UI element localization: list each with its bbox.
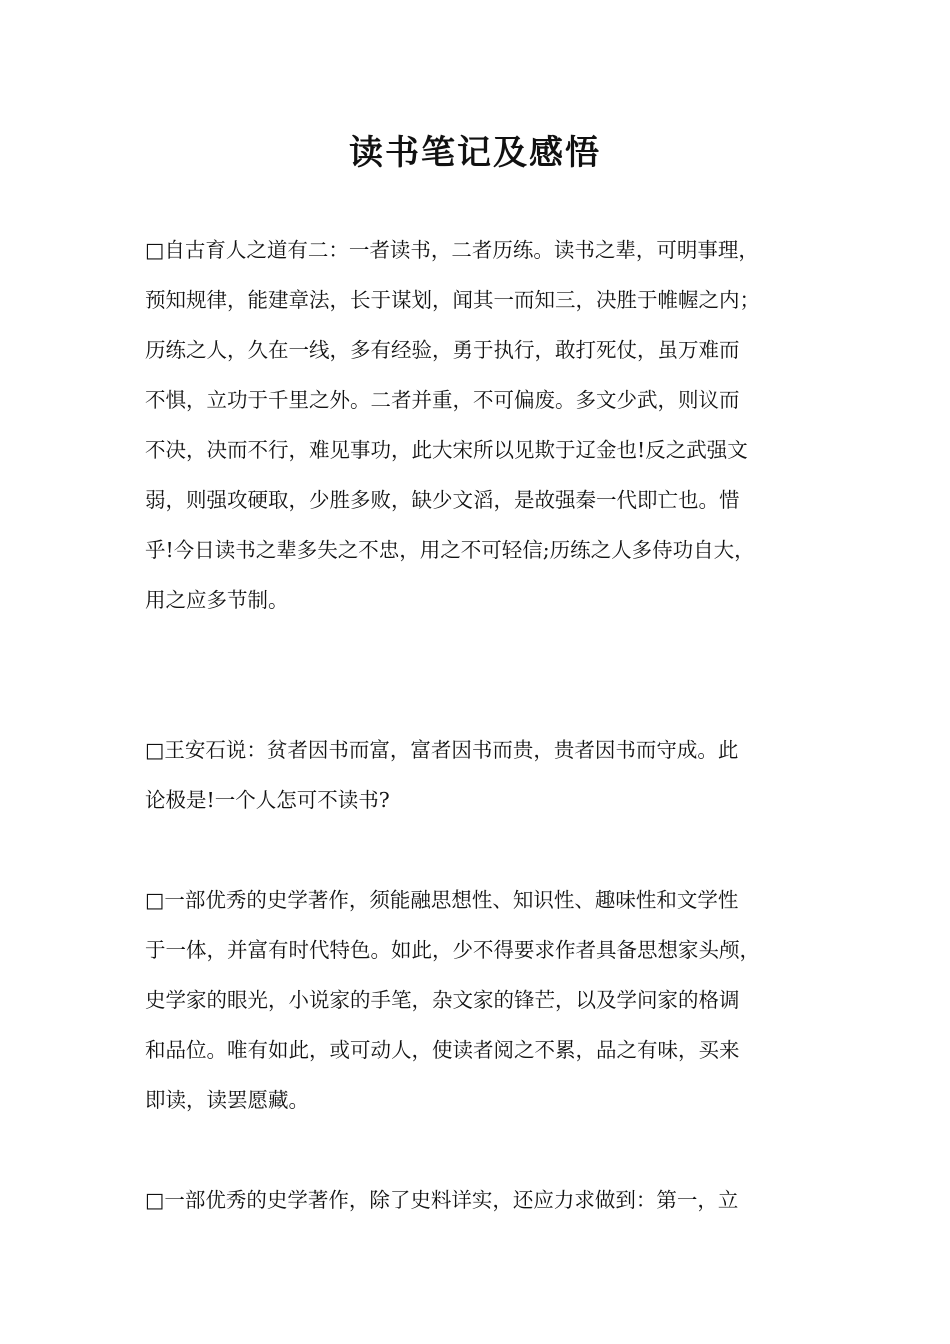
text-line: □一部优秀的史学著作，须能融思想性、知识性、趣味性和文学性 <box>145 888 739 912</box>
text-line: 于一体，并富有时代特色。如此，少不得要求作者具备思想家头颅， <box>145 938 760 962</box>
text-line: 史学家的眼光，小说家的手笔，杂文家的锋芒，以及学问家的格调 <box>145 988 740 1012</box>
paragraph-history-requirements <box>145 1175 815 1225</box>
text-line: 预知规律，能建章法，长于谋划，闻其一而知三，决胜于帷幄之内； <box>145 288 760 312</box>
text-line: 历练之人，久在一线，多有经验，勇于执行，敢打死仗，虽万难而 <box>145 338 740 362</box>
paragraph-history-work <box>145 875 815 1125</box>
text-line: 和品位。唯有如此，或可动人，使读者阅之不累，品之有味，买来 <box>145 1038 740 1062</box>
text-line: 不决，决而不行，难见事功，此大宋所以见欺于辽金也!反之武强文 <box>145 438 748 462</box>
text-line: 论极是!一个人怎可不读书? <box>145 788 390 812</box>
text-line: 即读，读罢愿藏。 <box>145 1088 309 1112</box>
text-line: □王安石说：贫者因书而富，富者因书而贵，贵者因书而守成。此 <box>145 738 739 762</box>
text-line: 用之应多节制。 <box>145 588 289 612</box>
paragraph-wang-anshi <box>145 725 815 825</box>
text-line: □一部优秀的史学著作，除了史料详实，还应力求做到：第一，立 <box>145 1188 739 1212</box>
text-line: 弱，则强攻硬取，少胜多败，缺少文滔，是故强秦一代即亡也。惜 <box>145 488 740 512</box>
text-line: □自古育人之道有二：一者读书，二者历练。读书之辈，可明事理， <box>145 238 759 262</box>
paragraph-education <box>145 225 815 625</box>
text-line: 不惧，立功于千里之外。二者并重，不可偏废。多文少武，则议而 <box>145 388 740 412</box>
text-line: 乎!今日读书之辈多失之不忠，用之不可轻信;历练之人多侍功自大， <box>145 538 755 562</box>
page-title: 读书笔记及感悟 <box>349 133 601 173</box>
